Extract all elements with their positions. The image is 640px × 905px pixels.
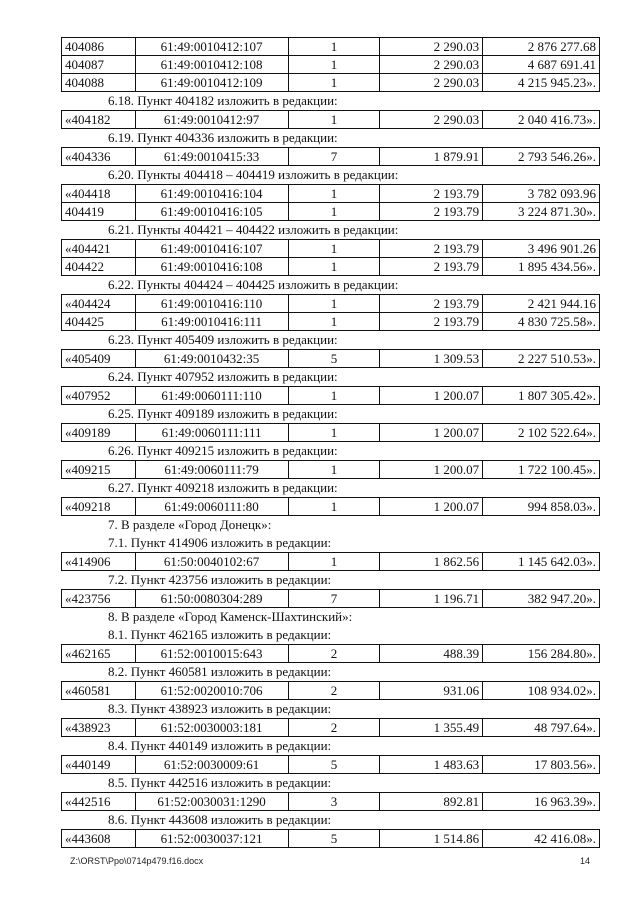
- count-cell: 2: [288, 719, 380, 737]
- value-cell: 108 934.02».: [483, 682, 600, 700]
- cadastral-number-cell: 61:49:0010416:110: [135, 295, 288, 313]
- amendment-table: [61, 423, 600, 442]
- amendment-block: [61, 331, 600, 368]
- amendment-heading: 6.22. Пункты 404424 – 404425 изложить в редакции:: [108, 277, 399, 292]
- amendment-heading: 8.4. Пункт 440149 изложить в редакции:: [108, 738, 332, 753]
- amendment-heading: 6.27. Пункт 409218 изложить в редакции:: [108, 480, 338, 495]
- count-cell: 1: [288, 424, 380, 442]
- footer-file-path: Z:\ORST\Ppo\0714p479.f16.docx: [70, 856, 204, 866]
- amendment-table: [61, 147, 600, 166]
- amendment-table: [61, 552, 600, 571]
- amendment-heading: 8.3. Пункт 438923 изложить в редакции:: [108, 701, 332, 716]
- count-cell: 1: [288, 111, 380, 129]
- amendment-block: [61, 774, 600, 811]
- cadastral-number-cell: 61:49:0060111:79: [135, 461, 288, 479]
- rate-cell: 931.06: [380, 682, 483, 700]
- amendment-heading: 8.5. Пункт 442516 изложить в редакции:: [108, 775, 332, 790]
- amendment-block: [61, 129, 600, 166]
- table-row: [62, 203, 600, 221]
- item-number-cell: «404418: [62, 185, 136, 203]
- value-cell: 994 858.03».: [483, 498, 600, 516]
- value-cell: 2 421 944.16: [483, 295, 600, 313]
- cadastral-number-cell: 61:52:0030031:1290: [135, 793, 288, 811]
- amendment-table: [61, 589, 600, 608]
- rate-cell: 488.39: [380, 645, 483, 663]
- amendment-block: [61, 516, 600, 534]
- value-cell: 17 803.56».: [483, 756, 600, 774]
- amendment-table: [61, 497, 600, 516]
- table-row: [62, 461, 600, 479]
- rate-cell: 1 196.71: [380, 590, 483, 608]
- amendment-table: [61, 349, 600, 368]
- rate-cell: 2 193.79: [380, 240, 483, 258]
- item-number-cell: «423756: [62, 590, 136, 608]
- amendment-block: [61, 626, 600, 663]
- amendment-heading: 7.1. Пункт 414906 изложить в редакции:: [108, 535, 332, 550]
- value-cell: 2 876 277.68: [483, 38, 600, 56]
- item-number-cell: «442516: [62, 793, 136, 811]
- rate-cell: 1 309.53: [380, 350, 483, 368]
- table-row: [62, 756, 600, 774]
- count-cell: 7: [288, 590, 380, 608]
- table-row: [62, 240, 600, 258]
- amendment-table: [61, 644, 600, 663]
- item-number-cell: «409215: [62, 461, 136, 479]
- count-cell: 5: [288, 756, 380, 774]
- document-body: [61, 37, 600, 848]
- cadastral-number-cell: 61:49:0060111:110: [135, 387, 288, 405]
- amendment-heading: 6.24. Пункт 407952 изложить в редакции:: [108, 369, 338, 384]
- item-number-cell: 404419: [62, 203, 136, 221]
- rate-cell: 1 200.07: [380, 461, 483, 479]
- count-cell: 7: [288, 148, 380, 166]
- cadastral-number-cell: 61:49:0060111:111: [135, 424, 288, 442]
- item-number-cell: 404425: [62, 313, 136, 331]
- cadastral-number-cell: 61:49:0010432:35: [135, 350, 288, 368]
- amendment-table: [61, 829, 600, 848]
- value-cell: 16 963.39».: [483, 793, 600, 811]
- item-number-cell: 404086: [62, 38, 136, 56]
- rate-cell: 2 193.79: [380, 203, 483, 221]
- rate-cell: 1 200.07: [380, 424, 483, 442]
- cadastral-number-cell: 61:52:0020010:706: [135, 682, 288, 700]
- count-cell: 1: [288, 553, 380, 571]
- rate-cell: 1 862.56: [380, 553, 483, 571]
- amendment-heading: 8. В разделе «Город Каменск-Шахтинский»:: [108, 609, 353, 624]
- amendment-block: [61, 37, 600, 92]
- value-cell: 1 145 642.03».: [483, 553, 600, 571]
- count-cell: 1: [288, 56, 380, 74]
- cadastral-number-cell: 61:52:0010015:643: [135, 645, 288, 663]
- footer-page-number: 14: [579, 856, 590, 866]
- item-number-cell: «414906: [62, 553, 136, 571]
- rate-cell: 892.81: [380, 793, 483, 811]
- amendment-table: [61, 681, 600, 700]
- count-cell: 1: [288, 498, 380, 516]
- amendment-heading: 7.2. Пункт 423756 изложить в редакции:: [108, 572, 332, 587]
- amendment-heading: 6.25. Пункт 409189 изложить в редакции:: [108, 406, 338, 421]
- cadastral-number-cell: 61:49:0010412:108: [135, 56, 288, 74]
- value-cell: 2 793 546.26».: [483, 148, 600, 166]
- cadastral-number-cell: 61:49:0010412:97: [135, 111, 288, 129]
- amendment-heading: 8.6. Пункт 443608 изложить в редакции:: [108, 812, 332, 827]
- rate-cell: 2 193.79: [380, 295, 483, 313]
- cadastral-number-cell: 61:49:0010415:33: [135, 148, 288, 166]
- value-cell: 4 215 945.23».: [483, 74, 600, 92]
- count-cell: 3: [288, 793, 380, 811]
- item-number-cell: «405409: [62, 350, 136, 368]
- value-cell: 3 782 093.96: [483, 185, 600, 203]
- amendment-table: [61, 792, 600, 811]
- item-number-cell: 404088: [62, 74, 136, 92]
- rate-cell: 1 514.86: [380, 830, 483, 848]
- table-row: [62, 148, 600, 166]
- cadastral-number-cell: 61:52:0030003:181: [135, 719, 288, 737]
- amendment-table: [61, 239, 600, 276]
- table-row: [62, 590, 600, 608]
- amendment-heading: 6.26. Пункт 409215 изложить в редакции:: [108, 443, 338, 458]
- table-row: [62, 295, 600, 313]
- count-cell: 1: [288, 387, 380, 405]
- amendment-block: [61, 479, 600, 516]
- cadastral-number-cell: 61:49:0060111:80: [135, 498, 288, 516]
- item-number-cell: 404422: [62, 258, 136, 276]
- rate-cell: 2 290.03: [380, 74, 483, 92]
- amendment-block: [61, 811, 600, 848]
- rate-cell: 2 290.03: [380, 38, 483, 56]
- table-row: [62, 258, 600, 276]
- cadastral-number-cell: 61:49:0010416:108: [135, 258, 288, 276]
- amendment-heading: 8.2. Пункт 460581 изложить в редакции:: [108, 664, 332, 679]
- amendment-table: [61, 37, 600, 92]
- amendment-heading: 6.23. Пункт 405409 изложить в редакции:: [108, 332, 338, 347]
- rate-cell: 2 193.79: [380, 258, 483, 276]
- amendment-table: [61, 386, 600, 405]
- table-row: [62, 387, 600, 405]
- amendment-block: [61, 166, 600, 221]
- amendment-heading: 6.20. Пункты 404418 – 404419 изложить в редакции:: [108, 167, 399, 182]
- cadastral-number-cell: 61:52:0030037:121: [135, 830, 288, 848]
- cadastral-number-cell: 61:49:0010412:107: [135, 38, 288, 56]
- amendment-block: [61, 534, 600, 571]
- rate-cell: 1 200.07: [380, 498, 483, 516]
- amendment-table: [61, 460, 600, 479]
- amendment-block: [61, 368, 600, 405]
- cadastral-number-cell: 61:49:0010416:107: [135, 240, 288, 258]
- cadastral-number-cell: 61:49:0010416:111: [135, 313, 288, 331]
- amendment-block: [61, 571, 600, 608]
- value-cell: 1 807 305.42».: [483, 387, 600, 405]
- item-number-cell: «409189: [62, 424, 136, 442]
- rate-cell: 1 483.63: [380, 756, 483, 774]
- item-number-cell: «443608: [62, 830, 136, 848]
- table-row: [62, 111, 600, 129]
- count-cell: 1: [288, 185, 380, 203]
- value-cell: 156 284.80».: [483, 645, 600, 663]
- rate-cell: 1 355.49: [380, 719, 483, 737]
- amendment-block: [61, 92, 600, 129]
- value-cell: 2 040 416.73».: [483, 111, 600, 129]
- cadastral-number-cell: 61:49:0010412:109: [135, 74, 288, 92]
- count-cell: 5: [288, 830, 380, 848]
- amendment-block: [61, 276, 600, 331]
- value-cell: 1 895 434.56».: [483, 258, 600, 276]
- amendment-block: [61, 608, 600, 626]
- amendment-block: [61, 405, 600, 442]
- value-cell: 4 687 691.41: [483, 56, 600, 74]
- table-row: [62, 38, 600, 56]
- amendment-table: [61, 294, 600, 331]
- count-cell: 1: [288, 240, 380, 258]
- item-number-cell: 404087: [62, 56, 136, 74]
- amendment-table: [61, 110, 600, 129]
- item-number-cell: «438923: [62, 719, 136, 737]
- rate-cell: 2 290.03: [380, 56, 483, 74]
- cadastral-number-cell: 61:49:0010416:104: [135, 185, 288, 203]
- amendment-table: [61, 755, 600, 774]
- item-number-cell: «404424: [62, 295, 136, 313]
- table-row: [62, 682, 600, 700]
- value-cell: 3 224 871.30».: [483, 203, 600, 221]
- value-cell: 3 496 901.26: [483, 240, 600, 258]
- count-cell: 1: [288, 295, 380, 313]
- table-row: [62, 498, 600, 516]
- cadastral-number-cell: 61:49:0010416:105: [135, 203, 288, 221]
- item-number-cell: «462165: [62, 645, 136, 663]
- table-row: [62, 424, 600, 442]
- count-cell: 1: [288, 461, 380, 479]
- amendment-heading: 8.1. Пункт 462165 изложить в редакции:: [108, 627, 332, 642]
- cadastral-number-cell: 61:50:0040102:67: [135, 553, 288, 571]
- item-number-cell: «407952: [62, 387, 136, 405]
- amendment-heading: 6.18. Пункт 404182 изложить в редакции:: [108, 93, 338, 108]
- amendment-heading: 6.21. Пункты 404421 – 404422 изложить в редакции:: [108, 222, 399, 237]
- item-number-cell: «404336: [62, 148, 136, 166]
- rate-cell: 2 290.03: [380, 111, 483, 129]
- item-number-cell: «404421: [62, 240, 136, 258]
- value-cell: 2 102 522.64».: [483, 424, 600, 442]
- table-row: [62, 719, 600, 737]
- rate-cell: 2 193.79: [380, 185, 483, 203]
- amendment-table: [61, 718, 600, 737]
- amendment-block: [61, 663, 600, 700]
- table-row: [62, 313, 600, 331]
- amendment-table: [61, 184, 600, 221]
- table-row: [62, 56, 600, 74]
- table-row: [62, 793, 600, 811]
- count-cell: 2: [288, 645, 380, 663]
- amendment-block: [61, 442, 600, 479]
- rate-cell: 2 193.79: [380, 313, 483, 331]
- amendment-heading: 6.19. Пункт 404336 изложить в редакции:: [108, 130, 338, 145]
- table-row: [62, 350, 600, 368]
- amendment-block: [61, 737, 600, 774]
- value-cell: 2 227 510.53».: [483, 350, 600, 368]
- value-cell: 48 797.64».: [483, 719, 600, 737]
- cadastral-number-cell: 61:52:0030009:61: [135, 756, 288, 774]
- count-cell: 5: [288, 350, 380, 368]
- item-number-cell: «460581: [62, 682, 136, 700]
- table-row: [62, 185, 600, 203]
- count-cell: 1: [288, 38, 380, 56]
- value-cell: 382 947.20».: [483, 590, 600, 608]
- amendment-heading: 7. В разделе «Город Донецк»:: [108, 517, 272, 532]
- item-number-cell: «404182: [62, 111, 136, 129]
- amendment-block: [61, 700, 600, 737]
- table-row: [62, 74, 600, 92]
- value-cell: 1 722 100.45».: [483, 461, 600, 479]
- item-number-cell: «440149: [62, 756, 136, 774]
- count-cell: 1: [288, 258, 380, 276]
- rate-cell: 1 200.07: [380, 387, 483, 405]
- item-number-cell: «409218: [62, 498, 136, 516]
- cadastral-number-cell: 61:50:0080304:289: [135, 590, 288, 608]
- value-cell: 42 416.08».: [483, 830, 600, 848]
- count-cell: 1: [288, 203, 380, 221]
- count-cell: 2: [288, 682, 380, 700]
- count-cell: 1: [288, 74, 380, 92]
- count-cell: 1: [288, 313, 380, 331]
- table-row: [62, 830, 600, 848]
- table-row: [62, 553, 600, 571]
- table-row: [62, 645, 600, 663]
- rate-cell: 1 879.91: [380, 148, 483, 166]
- value-cell: 4 830 725.58».: [483, 313, 600, 331]
- amendment-block: [61, 221, 600, 276]
